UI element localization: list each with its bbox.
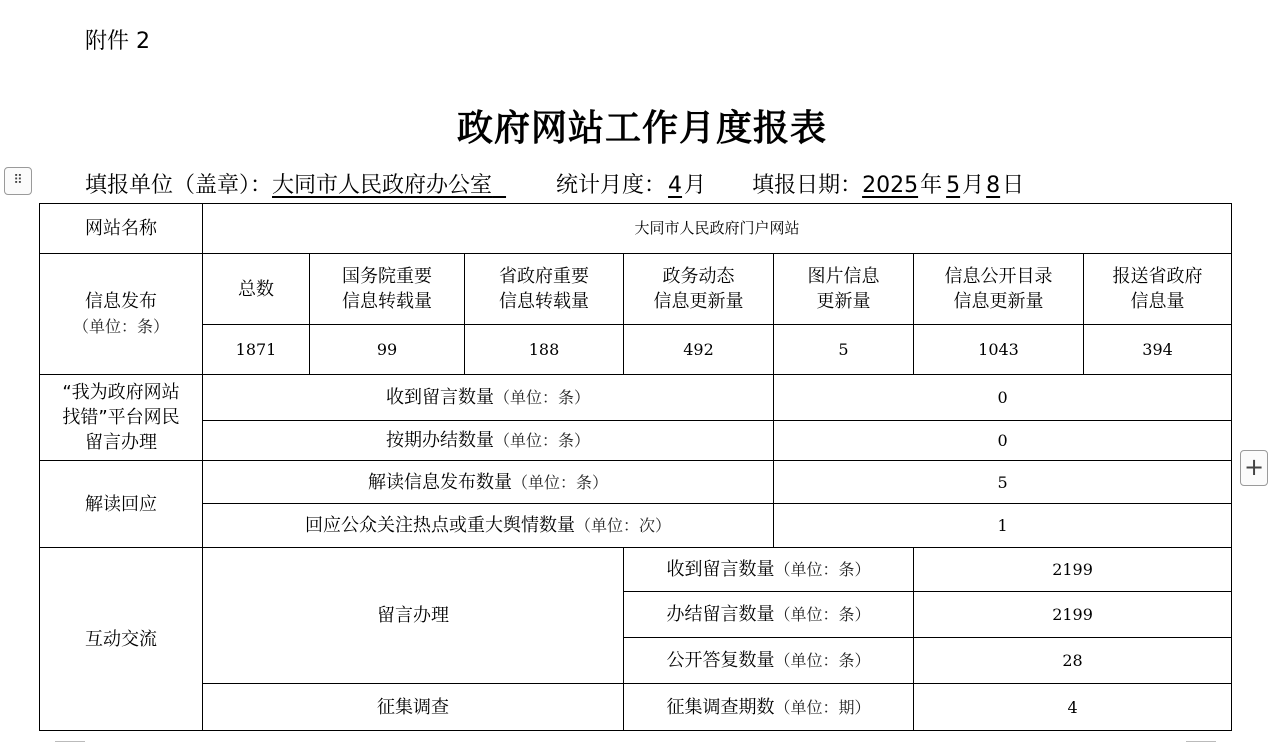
- row-label: 收到留言数量（单位：条）: [624, 548, 914, 592]
- page-edge-mark: [55, 741, 85, 742]
- row-label: 解读信息发布数量（单位：条）: [203, 461, 774, 504]
- info-col-header: 省政府重要 信息转载量: [465, 254, 624, 325]
- unit-value: 大同市人民政府办公室: [272, 173, 493, 198]
- info-value: 492: [624, 325, 774, 375]
- date-year: 2025: [862, 173, 919, 198]
- message-label: 留言办理: [203, 548, 624, 684]
- info-col-header: 国务院重要 信息转载量: [310, 254, 465, 325]
- unit-label: 填报单位（盖章）：: [85, 173, 273, 198]
- info-label-cell: [40, 254, 203, 375]
- row-label: 回应公众关注热点或重大舆情数量（单位：次）: [203, 504, 774, 548]
- row-value: 2199: [914, 592, 1232, 638]
- table-row: [40, 461, 1232, 504]
- row-value: 4: [914, 684, 1232, 731]
- page-edge-mark: [1186, 741, 1216, 742]
- row-value: 0: [774, 421, 1232, 461]
- table-row: [40, 375, 1232, 421]
- date-year-suffix: 年: [920, 173, 943, 198]
- survey-label: 征集调查: [203, 684, 624, 731]
- monthly-report-table: [39, 203, 1232, 731]
- period-label: 统计月度：: [556, 173, 667, 198]
- info-col-header: 图片信息 更新量: [774, 254, 914, 325]
- interpretation-label: 解读回应: [40, 461, 203, 548]
- row-label: 征集调查期数（单位：期）: [624, 684, 914, 731]
- row-value: 1: [774, 504, 1232, 548]
- interaction-label: 互动交流: [40, 548, 203, 731]
- info-label: 信息发布: [85, 291, 157, 312]
- row-value: 28: [914, 638, 1232, 684]
- table-row: [40, 421, 1232, 461]
- date-day-suffix: 日: [1002, 173, 1025, 198]
- report-header-line: [85, 168, 1024, 199]
- info-value: 1871: [203, 325, 310, 375]
- info-value: 5: [774, 325, 914, 375]
- date-day: 8: [986, 173, 1001, 198]
- table-row: [40, 254, 1232, 325]
- table-row: [40, 325, 1232, 375]
- row-label: 按期办结数量（单位：条）: [203, 421, 774, 461]
- info-col-header: 总数: [203, 254, 310, 325]
- table-row: [40, 504, 1232, 548]
- date-month-suffix: 月: [962, 173, 985, 198]
- table-move-handle-icon[interactable]: ⠿: [4, 167, 32, 195]
- site-label: 网站名称: [40, 204, 203, 254]
- table-row: [40, 204, 1232, 254]
- row-value: 0: [774, 375, 1232, 421]
- error-platform-label: “我为政府网站 找错”平台网民 留言办理: [40, 375, 203, 461]
- table-row: [40, 684, 1232, 731]
- page-title: 政府网站工作月度报表: [456, 107, 827, 149]
- row-label: 公开答复数量（单位：条）: [624, 638, 914, 684]
- info-value: 394: [1084, 325, 1232, 375]
- info-col-header: 政务动态 信息更新量: [624, 254, 774, 325]
- period-suffix: 月: [684, 173, 707, 198]
- row-value: 5: [774, 461, 1232, 504]
- info-value: 99: [310, 325, 465, 375]
- row-value: 2199: [914, 548, 1232, 592]
- site-value: 大同市人民政府门户网站: [203, 204, 1232, 254]
- attachment-label: 附件 2: [85, 29, 150, 54]
- row-label: 办结留言数量（单位：条）: [624, 592, 914, 638]
- period-value: 4: [668, 173, 683, 198]
- date-label: 填报日期：: [752, 173, 863, 198]
- info-unit: （单位：条）: [72, 317, 169, 336]
- info-value: 1043: [914, 325, 1084, 375]
- info-value: 188: [465, 325, 624, 375]
- info-col-header: 信息公开目录 信息更新量: [914, 254, 1084, 325]
- row-label: 收到留言数量（单位：条）: [203, 375, 774, 421]
- info-col-header: 报送省政府 信息量: [1084, 254, 1232, 325]
- table-row: [40, 548, 1232, 592]
- date-month: 5: [946, 173, 961, 198]
- add-row-icon[interactable]: +: [1240, 450, 1268, 486]
